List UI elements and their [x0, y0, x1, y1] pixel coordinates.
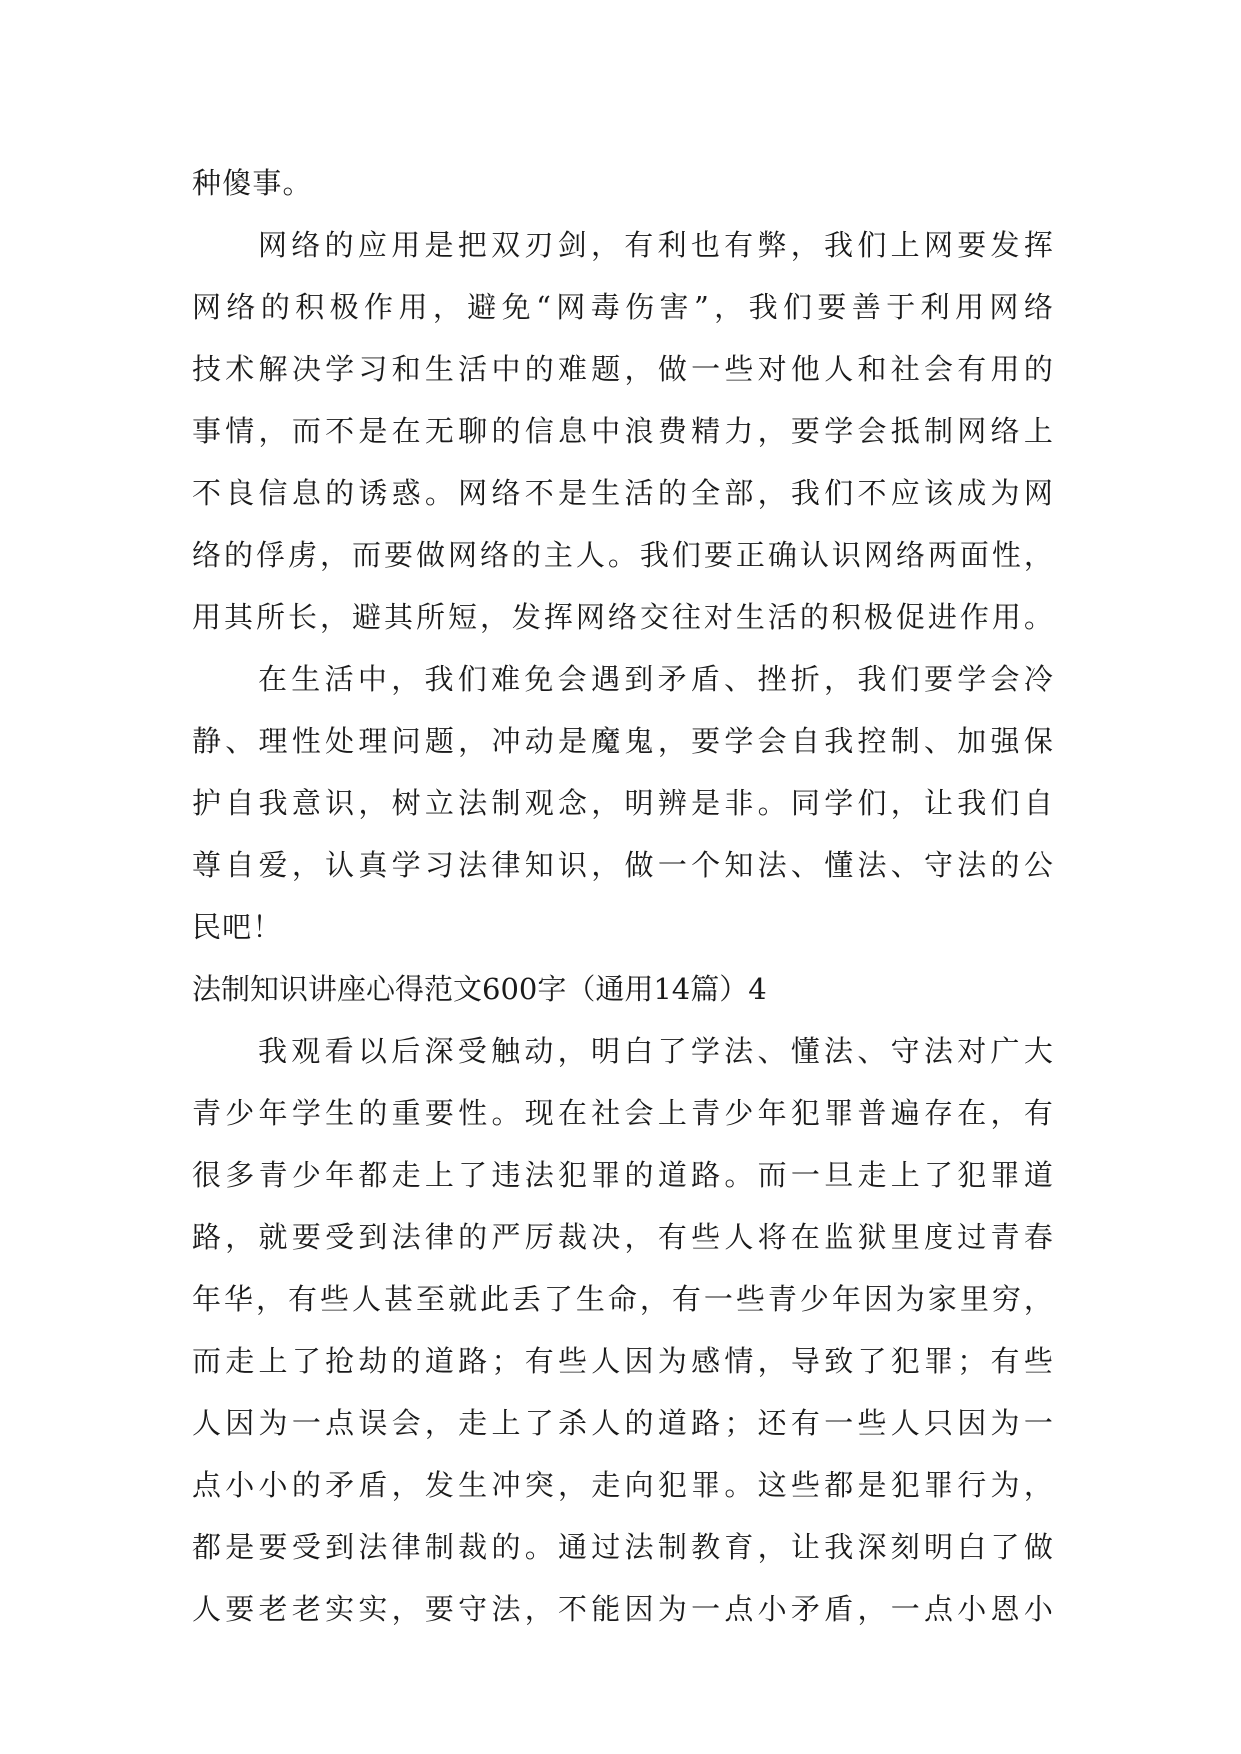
text-line: 尊自爱，认真学习法律知识，做一个知法、懂法、守法的公 — [192, 848, 1054, 882]
text-line: 而走上了抢劫的道路；有些人因为感情，导致了犯罪；有些 — [192, 1344, 1054, 1378]
text-line: 人要老老实实，要守法，不能因为一点小矛盾，一点小恩小 — [192, 1592, 1054, 1626]
section-heading: 法制知识讲座心得范文600字（通用14篇）4 — [192, 972, 767, 1006]
paragraph-first-line: 网络的应用是把双刃剑，有利也有弊，我们上网要发挥 — [258, 228, 1054, 262]
text-line: 民吧！ — [192, 910, 283, 944]
text-line: 人因为一点误会，走上了杀人的道路；还有一些人只因为一 — [192, 1406, 1054, 1440]
text-line: 事情，而不是在无聊的信息中浪费精力，要学会抵制网络上 — [192, 414, 1054, 448]
text-line: 络的俘虏，而要做网络的主人。我们要正确认识网络两面性， — [192, 538, 1054, 572]
text-line: 护自我意识，树立法制观念，明辨是非。同学们，让我们自 — [192, 786, 1054, 820]
text-line: 很多青少年都走上了违法犯罪的道路。而一旦走上了犯罪道 — [192, 1158, 1054, 1192]
text-line: 青少年学生的重要性。现在社会上青少年犯罪普遍存在，有 — [192, 1096, 1054, 1130]
text-line: 都是要受到法律制裁的。通过法制教育，让我深刻明白了做 — [192, 1530, 1054, 1564]
text-line: 年华，有些人甚至就此丢了生命，有一些青少年因为家里穷， — [192, 1282, 1054, 1316]
text-line: 静、理性处理问题，冲动是魔鬼，要学会自我控制、加强保 — [192, 724, 1054, 758]
paragraph-first-line: 我观看以后深受触动，明白了学法、懂法、守法对广大 — [258, 1034, 1054, 1068]
text-line: 用其所长，避其所短，发挥网络交往对生活的积极促进作用。 — [192, 600, 1054, 634]
text-line: 点小小的矛盾，发生冲突，走向犯罪。这些都是犯罪行为， — [192, 1468, 1054, 1502]
text-line: 不良信息的诱惑。网络不是生活的全部，我们不应该成为网 — [192, 476, 1054, 510]
text-line: 路，就要受到法律的严厉裁决，有些人将在监狱里度过青春 — [192, 1220, 1054, 1254]
text-line: 技术解决学习和生活中的难题，做一些对他人和社会有用的 — [192, 352, 1054, 386]
document-body — [192, 152, 1054, 1640]
paragraph-first-line: 在生活中，我们难免会遇到矛盾、挫折，我们要学会冷 — [258, 662, 1054, 696]
text-line: 网络的积极作用，避免“网毒伤害”，我们要善于利用网络 — [192, 290, 1054, 324]
text-line: 种傻事。 — [192, 166, 313, 200]
